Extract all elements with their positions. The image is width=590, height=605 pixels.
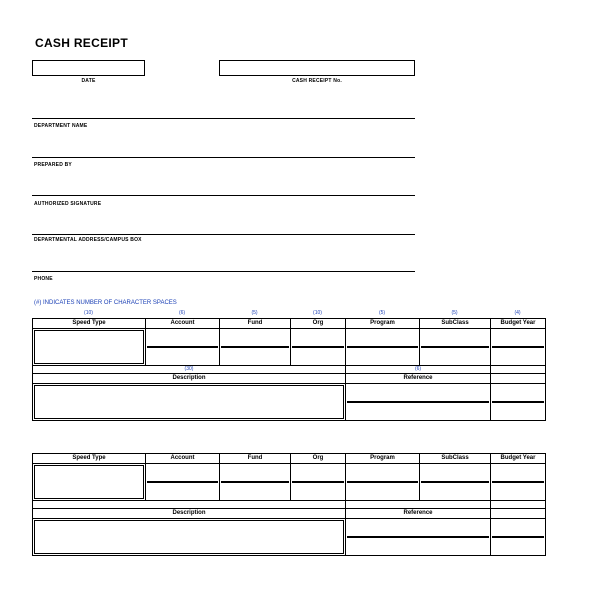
col-description: Description <box>33 509 346 519</box>
prepared-by-line[interactable] <box>32 157 415 158</box>
character-spaces-note: (#) INDICATES NUMBER OF CHARACTER SPACES <box>34 300 177 306</box>
col-account: Account <box>146 319 220 329</box>
accounting-table-1 <box>32 318 546 421</box>
budget-year-input[interactable] <box>492 481 544 483</box>
date-label: DATE <box>81 78 96 84</box>
col-program: Program <box>346 454 420 464</box>
col-speed-type: Speed Type <box>33 319 146 329</box>
col-fund: Fund <box>220 454 291 464</box>
page-title: CASH RECEIPT <box>35 36 128 50</box>
budget-year-char-count: (4) <box>514 310 521 316</box>
phone-line[interactable] <box>32 271 415 272</box>
subclass-input[interactable] <box>421 481 489 483</box>
departmental-address-line[interactable] <box>32 234 415 235</box>
reference-input[interactable] <box>347 401 489 403</box>
col-reference: Reference <box>346 374 491 384</box>
col-speed-type: Speed Type <box>33 454 146 464</box>
program-input[interactable] <box>347 481 418 483</box>
phone-label: PHONE <box>34 276 53 282</box>
description-input[interactable] <box>34 520 344 554</box>
reference-input[interactable] <box>347 536 489 538</box>
extra-input[interactable] <box>492 536 544 538</box>
col-program: Program <box>346 319 420 329</box>
account-char-count: (6) <box>178 310 186 316</box>
col-fund: Fund <box>220 319 291 329</box>
col-budget-year: Budget Year <box>491 454 546 464</box>
col-budget-year: Budget Year <box>491 319 546 329</box>
accounting-table-2 <box>32 453 546 556</box>
department-name-label: DEPARTMENT NAME <box>34 123 88 129</box>
program-input[interactable] <box>347 346 418 348</box>
subclass-char-count: (5) <box>451 310 458 316</box>
org-char-count: (10) <box>313 310 322 316</box>
description-input[interactable] <box>34 385 344 419</box>
receipt-number-input[interactable] <box>219 60 415 76</box>
col-subclass: SubClass <box>420 454 491 464</box>
fund-input[interactable] <box>221 346 289 348</box>
date-input[interactable] <box>32 60 145 76</box>
org-input[interactable] <box>292 346 344 348</box>
program-char-count: (5) <box>378 310 386 316</box>
reference-char-count: (6) <box>346 366 491 374</box>
departmental-address-label: DEPARTMENTAL ADDRESS/CAMPUS BOX <box>34 237 142 243</box>
org-input[interactable] <box>292 481 344 483</box>
subclass-input[interactable] <box>421 346 489 348</box>
authorized-signature-label: AUTHORIZED SIGNATURE <box>34 201 102 207</box>
col-org: Org <box>291 319 346 329</box>
fund-input[interactable] <box>221 481 289 483</box>
speed-type-input[interactable] <box>34 330 144 364</box>
col-description: Description <box>33 374 346 384</box>
fund-char-count: (5) <box>251 310 258 316</box>
department-name-line[interactable] <box>32 118 415 119</box>
col-reference: Reference <box>346 509 491 519</box>
col-account: Account <box>146 454 220 464</box>
description-char-count: (30) <box>33 366 346 374</box>
authorized-signature-line[interactable] <box>32 195 415 196</box>
account-input[interactable] <box>147 346 218 348</box>
budget-year-input[interactable] <box>492 346 544 348</box>
receipt-number-label: CASH RECEIPT No. <box>292 78 342 84</box>
speed-type-input[interactable] <box>34 465 144 499</box>
col-subclass: SubClass <box>420 319 491 329</box>
speed-type-char-count: (10) <box>84 310 93 316</box>
col-org: Org <box>291 454 346 464</box>
account-input[interactable] <box>147 481 218 483</box>
prepared-by-label: PREPARED BY <box>34 162 72 168</box>
extra-input[interactable] <box>492 401 544 403</box>
